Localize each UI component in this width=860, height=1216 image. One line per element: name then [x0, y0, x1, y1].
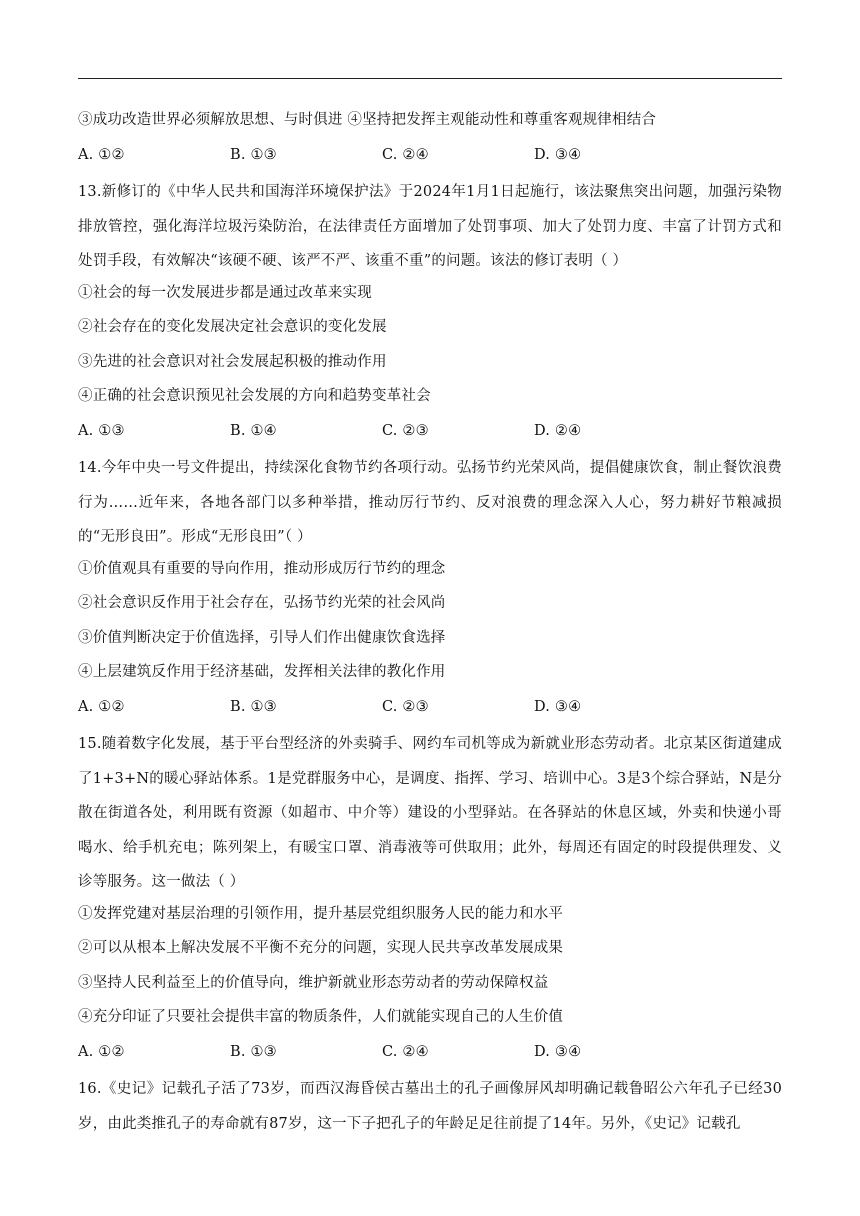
header-rule [78, 78, 782, 79]
question-stem: 14.今年中央一号文件提出，持续深化食物节约各项行动。弘扬节约光荣风尚，提倡健康饮食，制止餐饮浪费行为……近年来，各地各部门以多种举措，推动厉行节约、反对浪费的理念深入人心，努力耕好节粮减损的“无形良田”。形成“无形良田”（ ） [78, 460, 782, 545]
statement-3: ③先进的社会意识对社会发展起积极的推动作用 [78, 353, 387, 370]
option-d: D. ③④ [534, 146, 582, 163]
statement-1: ①发挥党建对基层治理的引领作用，提升基层党组织服务人民的能力和水平 [78, 905, 564, 922]
question-13 [78, 175, 782, 451]
option-a: A. ①② [78, 698, 125, 715]
statement-4: ④充分印证了只要社会提供丰富的物质条件，人们就能实现自己的人生价值 [78, 1009, 564, 1025]
statement-2: ②可以从根本上解决发展不平衡不充分的问题，实现人民共享改革发展成果 [78, 940, 564, 956]
option-a: A. ①② [78, 1043, 125, 1060]
option-d: D. ③④ [534, 1043, 582, 1060]
statement-3: ③坚持人民利益至上的价值导向，维护新就业形态劳动者的劳动保障权益 [78, 974, 549, 991]
option-c: C. ②③ [382, 698, 429, 715]
exam-page [78, 106, 782, 1141]
options [78, 1038, 782, 1073]
statement-4: ④上层建筑反作用于经济基础，发挥相关法律的教化作用 [78, 664, 446, 680]
prev-statement: ③成功改造世界必须解放思想、与时俱进 ④坚持把发挥主观能动性和尊重客观规律相结合 [78, 112, 657, 128]
option-a: A. ①② [78, 146, 125, 163]
statement-1: ①社会的每一次发展进步都是通过改革来实现 [78, 284, 372, 301]
statement-2: ②社会意识反作用于社会存在，弘扬节约光荣的社会风尚 [78, 595, 446, 611]
question-stem: 13.新修订的《中华人民共和国海洋环境保护法》于2024年1月1日起施行，该法聚焦突出问题，加强污染物排放管控，强化海洋垃圾污染防治，在法律责任方面增加了处罚事项、加大了处罚力度、丰富了计罚方式和处罚手段，有效解决“该硬不硬、该严不严、该重不重”的问题。该法的修订表明（ ） [78, 184, 782, 269]
question-16 [78, 1072, 782, 1141]
statement-4: ④正确的社会意识预见社会发展的方向和趋势变革社会 [78, 388, 431, 404]
option-b: B. ①③ [230, 146, 277, 163]
option-c: C. ②④ [382, 146, 429, 163]
option-c: C. ②③ [382, 422, 429, 439]
option-d: D. ②④ [534, 422, 582, 439]
options [78, 417, 782, 452]
question-stem: 16.《史记》记载孔子活了73岁，而西汉海昏侯古墓出土的孔子画像屏风却明确记载鲁昭公六年孔子已经30岁，由此类推孔子的寿命就有87岁，这一下子把孔子的年龄足足往前提了14年。另外，《史记》记载孔 [78, 1081, 782, 1132]
option-c: C. ②④ [382, 1043, 429, 1060]
option-b: B. ①④ [230, 422, 277, 439]
question-stem: 15.随着数字化发展，基于平台型经济的外卖骑手、网约车司机等成为新就业形态劳动者。北京某区街道建成了1+3+N的暖心驿站体系。1是党群服务中心，是调度、指挥、学习、培训中心。3是3个综合驿站，N是分散在街道各处，利用既有资源（如超市、中介等）建设的小型驿站。在各驿站的休息区域，外卖和快递小哥喝水、给手机充电；陈列架上，有暖宝口罩、消毒液等可供取用；此外，每周还有固定的时段提供理发、义诊等服务。这一做法（ ） [78, 736, 782, 890]
option-a: A. ①③ [78, 422, 125, 439]
question-14 [78, 451, 782, 727]
statement-1: ①价值观具有重要的导向作用，推动形成厉行节约的理念 [78, 560, 446, 577]
statement-3: ③价值判断决定于价值选择，引导人们作出健康饮食选择 [78, 629, 446, 646]
prev-options [78, 141, 782, 176]
option-b: B. ①③ [230, 1043, 277, 1060]
option-b: B. ①③ [230, 698, 277, 715]
option-d: D. ③④ [534, 698, 582, 715]
question-15 [78, 727, 782, 1072]
options [78, 693, 782, 728]
statement-2: ②社会存在的变化发展决定社会意识的变化发展 [78, 319, 387, 335]
